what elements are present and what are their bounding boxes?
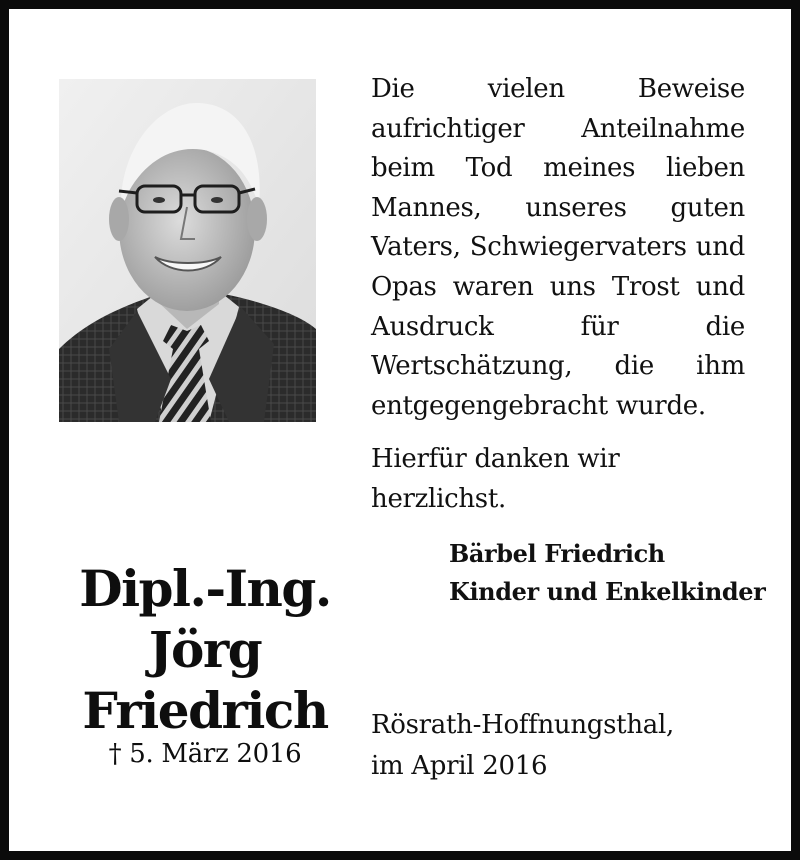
signer-name: Bärbel Friedrich	[449, 539, 665, 568]
place-date: im April 2016	[371, 751, 548, 781]
death-date: † 5. März 2016	[108, 739, 302, 769]
portrait-photo	[59, 79, 316, 422]
deceased-first-name: Jörg	[148, 620, 262, 679]
signers	[449, 535, 769, 611]
place-and-date	[371, 705, 771, 787]
deceased-title: Dipl.-Ing.	[79, 559, 331, 618]
deceased-name-block	[40, 558, 370, 769]
portrait-illustration	[59, 79, 316, 422]
place-location: Rösrath-Hoffnungsthal,	[371, 710, 674, 740]
acknowledgement-message: Die vielen Beweise aufrichtiger Anteilnahme beim Tod meines lieben Mannes, unseres guten Vaters, Schwiegervaters und Opas waren uns Trost und Ausdruck für die Wertschätzung, die ihm entgegengebracht wurde.	[371, 74, 745, 421]
thanks-line: Hierfür danken wir herzlichst.	[371, 444, 620, 514]
deceased-last-name: Friedrich	[82, 681, 328, 740]
signer-family: Kinder und Enkelkinder	[449, 577, 766, 606]
